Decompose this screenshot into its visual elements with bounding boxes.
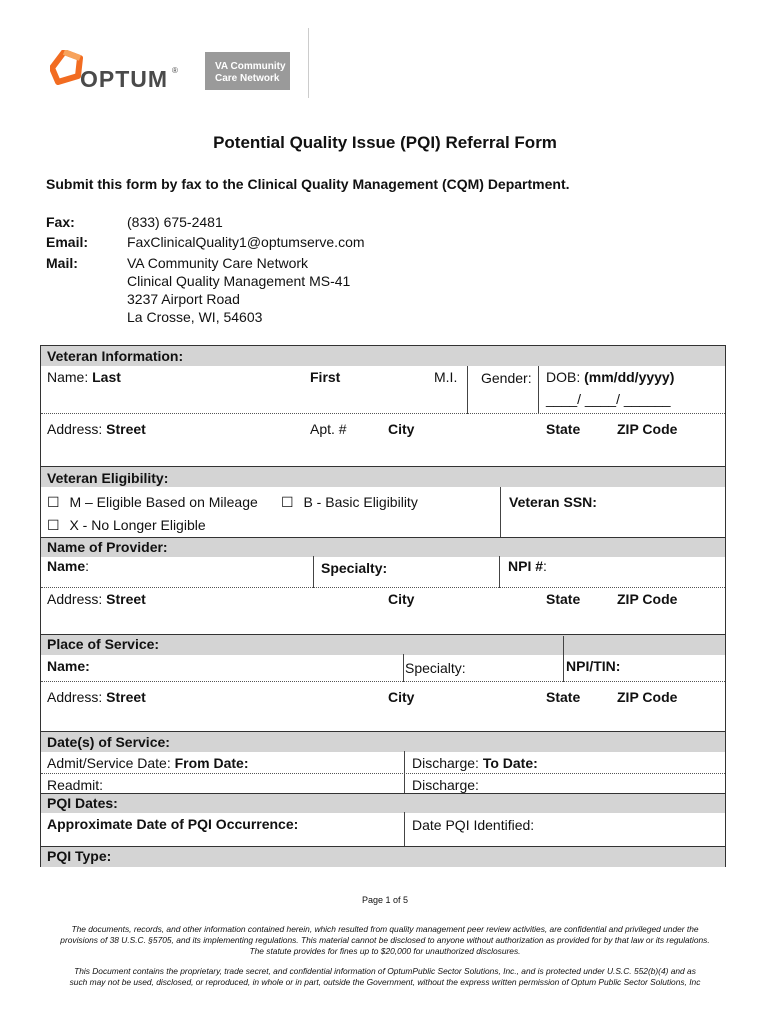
- divider: [467, 366, 468, 414]
- provider-name: Name: [47, 558, 86, 574]
- fax-label: Fax:: [46, 214, 75, 230]
- mail-label: Mail:: [46, 255, 78, 271]
- provider-address-label: [47, 591, 146, 607]
- veteran-ssn-label[interactable]: Veteran SSN:: [509, 494, 597, 510]
- divider: [500, 487, 501, 537]
- discharge-prefix: Discharge:: [412, 755, 483, 771]
- mail-line: 3237 Airport Road: [127, 291, 240, 307]
- va-logo-line1: VA Community: [215, 61, 286, 72]
- notice1-line: The documents, records, and other information contained herein, which resulted from quality management peer review activities, are confidential and privileged under the: [71, 924, 699, 934]
- address-prefix: Address:: [47, 591, 107, 607]
- street-label[interactable]: Street: [106, 689, 146, 705]
- divider: [41, 587, 725, 588]
- state-label[interactable]: State: [546, 591, 581, 607]
- eligibility-option-m[interactable]: [47, 494, 258, 511]
- dob-prefix: DOB:: [546, 369, 585, 385]
- va-logo: [205, 52, 290, 90]
- state-label[interactable]: State: [546, 689, 581, 705]
- optum-logo: [50, 50, 190, 95]
- instruction-text: Submit this form by fax to the Clinical Quality Management (CQM) Department.: [46, 176, 570, 192]
- provider-npi-colon: :: [543, 558, 547, 574]
- place-address-label: [47, 689, 146, 705]
- provider-name-label[interactable]: [47, 558, 89, 574]
- zip-label[interactable]: ZIP Code: [617, 689, 678, 705]
- mail-line: VA Community Care Network: [127, 255, 309, 271]
- divider: [563, 636, 564, 682]
- logo-divider: [308, 28, 309, 98]
- optum-trademark: ®: [172, 66, 178, 75]
- dob-blank[interactable]: ____/ ____/ ______: [546, 391, 671, 407]
- optum-logo-mark-icon: [50, 50, 84, 86]
- proprietary-notice: [20, 966, 750, 988]
- checkbox-icon[interactable]: ☐: [281, 494, 294, 510]
- checkbox-icon[interactable]: ☐: [47, 517, 60, 533]
- readmit-label[interactable]: Readmit:: [47, 777, 104, 793]
- checkbox-icon[interactable]: ☐: [47, 494, 60, 510]
- page-number: Page 1 of 5: [361, 895, 409, 905]
- option-m-label: M – Eligible Based on Mileage: [69, 494, 258, 510]
- divider: [403, 654, 404, 682]
- veteran-info-header: Veteran Information:: [47, 348, 184, 364]
- eligibility-option-b[interactable]: [281, 494, 418, 511]
- notice1-line: provisions of 38 U.S.C. §5705, and its implementing regulations. This material cannot be disclosed to anyone without authorization as provided for by that law or its regulations.: [60, 935, 710, 945]
- provider-npi: NPI #: [508, 558, 544, 574]
- fax-value: (833) 675-2481: [127, 214, 223, 230]
- name-prefix: Name:: [47, 369, 93, 385]
- discharge2-label[interactable]: Discharge:: [412, 777, 479, 793]
- street-label[interactable]: Street: [106, 591, 146, 607]
- admit-prefix: Admit/Service Date:: [47, 755, 175, 771]
- divider: [538, 366, 539, 414]
- approx-date-label[interactable]: Approximate Date of PQI Occurrence:: [47, 816, 299, 832]
- dob-format: (mm/dd/yyyy): [584, 369, 675, 385]
- divider: [404, 812, 405, 846]
- divider: [404, 751, 405, 793]
- mi-label[interactable]: M.I.: [434, 369, 458, 385]
- notice2-line: such may not be used, disclosed, or reproduced, in whole or in part, outside the Government, without the express written permission of Optum Public Sector Solutions, Inc: [69, 977, 701, 987]
- optum-wordmark: OPTUM: [80, 66, 169, 92]
- discharge-date-label[interactable]: [412, 755, 538, 771]
- dates-header: Date(s) of Service:: [47, 734, 170, 750]
- place-specialty-label[interactable]: Specialty:: [405, 660, 466, 676]
- from-date: From Date:: [174, 755, 249, 771]
- veteran-name-label: [47, 369, 121, 385]
- va-logo-line2: Care Network: [215, 73, 280, 84]
- identified-date-label[interactable]: Date PQI Identified:: [412, 817, 535, 833]
- to-date: To Date:: [482, 755, 538, 771]
- address-prefix: Address:: [47, 689, 107, 705]
- divider: [313, 556, 314, 588]
- provider-name-colon: :: [85, 558, 90, 574]
- dob-label[interactable]: [546, 369, 674, 385]
- first-name-label[interactable]: First: [310, 369, 341, 385]
- divider: [499, 556, 500, 588]
- email-value[interactable]: FaxClinicalQuality1@optumserve.com: [127, 234, 365, 250]
- city-label[interactable]: City: [388, 689, 415, 705]
- zip-label[interactable]: ZIP Code: [617, 421, 678, 437]
- place-npi-tin-label[interactable]: NPI/TIN:: [566, 658, 621, 674]
- city-label[interactable]: City: [388, 421, 415, 437]
- provider-specialty-label[interactable]: Specialty:: [321, 560, 388, 576]
- place-name-label[interactable]: Name:: [47, 658, 90, 674]
- divider: [41, 773, 725, 774]
- pqi-dates-header: PQI Dates:: [47, 795, 118, 811]
- veteran-address-label: [47, 421, 146, 437]
- mail-line: La Crosse, WI, 54603: [127, 309, 263, 325]
- zip-label[interactable]: ZIP Code: [617, 591, 678, 607]
- pqi-type-header: PQI Type:: [47, 848, 112, 864]
- option-x-label: X - No Longer Eligible: [69, 517, 206, 533]
- state-label[interactable]: State: [546, 421, 581, 437]
- place-header: Place of Service:: [47, 636, 160, 652]
- email-label: Email:: [46, 234, 89, 250]
- pqi-dates-header-bar: [41, 793, 725, 813]
- confidentiality-notice: [20, 924, 750, 957]
- admit-date-label[interactable]: [47, 755, 249, 771]
- divider: [41, 681, 725, 682]
- eligibility-option-x[interactable]: [47, 517, 206, 534]
- mail-line: Clinical Quality Management MS-41: [127, 273, 351, 289]
- provider-header: Name of Provider:: [47, 539, 168, 555]
- address-prefix: Address:: [47, 421, 107, 437]
- city-label[interactable]: City: [388, 591, 415, 607]
- notice2-line: This Document contains the proprietary, trade secret, and confidential information of OptumPublic Sector Solutions, Inc., and is protected under U.S.C. 552(b)(4) and as: [74, 966, 696, 976]
- pqi-type-header-bar: [41, 846, 725, 867]
- provider-npi-label[interactable]: [508, 558, 547, 574]
- page-title: Potential Quality Issue (PQI) Referral Form: [213, 133, 557, 152]
- gender-label[interactable]: Gender:: [481, 370, 532, 386]
- eligibility-header: Veteran Eligibility:: [47, 470, 169, 486]
- divider: [41, 413, 725, 414]
- notice1-line: The statute provides for fines up to $20,000 for unauthorized disclosures.: [249, 946, 521, 956]
- street-label[interactable]: Street: [106, 421, 146, 437]
- option-b-label: B - Basic Eligibility: [303, 494, 418, 510]
- last-name-label[interactable]: Last: [92, 369, 121, 385]
- apt-label[interactable]: Apt. #: [310, 421, 347, 437]
